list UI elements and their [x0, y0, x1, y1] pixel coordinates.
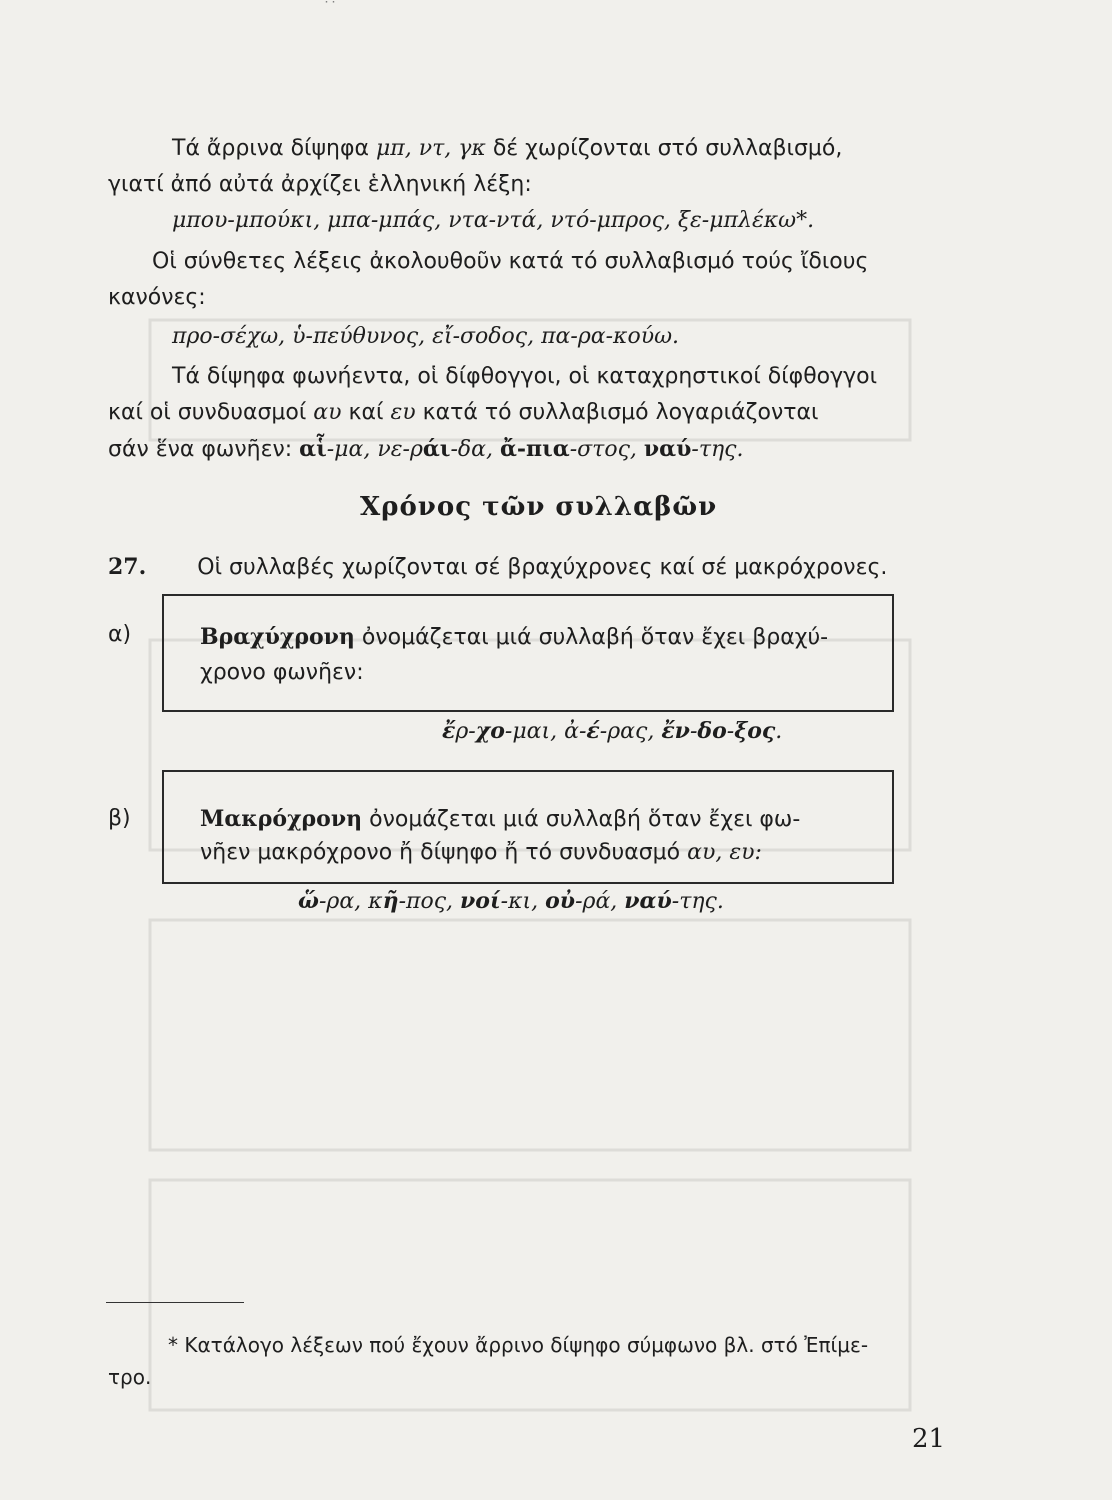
footnote-line1: * Κατάλογο λέξεων πού ἔχουν ἄρρινο δίψηφο σύμφωνο βλ. στό Ἐπίμε- — [168, 1333, 869, 1357]
item-marker-b: β) — [108, 806, 131, 831]
section-heading: Χρόνος τῶν συλλαβῶν — [360, 492, 718, 522]
long-syllable-def-line2: νῆεν μακρόχρονο ἤ δίψηφο ἤ τό συνδυασμό αυ, ευ: — [200, 840, 762, 865]
para3-line1: Τά δίψηφα φωνήεντα, οἱ δίφθογγοι, οἱ καταχρηστικοί δίφθογγοι — [172, 364, 878, 389]
para3-line3: σάν ἕνα φωνῆεν: αἷ-μα, νε-ράι-δα, ἄ-πια-στος, ναύ-της. — [108, 436, 744, 462]
para1-examples: μπου-μπούκι, μπα-μπάς, ντα-ντά, ντό-μπρος, ξε-μπλέκω*. — [172, 208, 815, 233]
short-syllable-examples: ἔρ-χο-μαι, ἀ-έ-ρας, ἔν-δο-ξος. — [442, 718, 783, 744]
definition-box-short — [162, 594, 894, 712]
para3-line2: καί οἱ συνδυασμοί αυ καί ευ κατά τό συλλαβισμό λογαριάζονται — [108, 400, 819, 425]
section-27: 27. Οἱ συλλαβές χωρίζονται σέ βραχύχρονες καί σέ μακρόχρονες. — [108, 554, 888, 580]
para2-line1: Οἱ σύνθετες λέξεις ἀκολουθοῦν κατά τό συλλαβισμό τούς ἴδιους — [152, 249, 869, 274]
term-long: Μακρόχρονη — [200, 806, 363, 832]
page-number: 21 — [912, 1424, 946, 1454]
stray-mark: ˙˙ — [323, 0, 337, 16]
footnote-line2: τρο. — [108, 1365, 152, 1389]
short-syllable-def-line2: χρονο φωνῆεν: — [200, 660, 364, 685]
para1-line1: Τά ἄρρινα δίψηφα μπ, ντ, γκ δέ χωρίζονται στό συλλαβισμό, — [172, 136, 843, 161]
para1-line2: γιατί ἀπό αὐτά ἀρχίζει ἑλληνική λέξη: — [108, 172, 532, 197]
item-marker-a: α) — [108, 622, 132, 647]
section-number: 27. — [108, 554, 147, 580]
long-syllable-def-line1: Μακρόχρονη ὀνομάζεται μιά συλλαβή ὅταν ἔχει φω- — [200, 806, 801, 832]
long-syllable-examples: ὥ-ρα, κῆ-πος, νοί-κι, οὐ-ρά, ναύ-της. — [298, 888, 724, 914]
short-syllable-def-line1: Βραχύχρονη ὀνομάζεται μιά συλλαβή ὅταν ἔχει βραχύ- — [200, 624, 829, 650]
footnote-rule — [106, 1302, 244, 1303]
para2-line2: κανόνες: — [108, 285, 206, 310]
term-short: Βραχύχρονη — [200, 624, 355, 650]
para2-examples: προ-σέχω, ὑ-πεύθυνος, εἴ-σοδος, πα-ρα-κούω. — [172, 324, 680, 349]
